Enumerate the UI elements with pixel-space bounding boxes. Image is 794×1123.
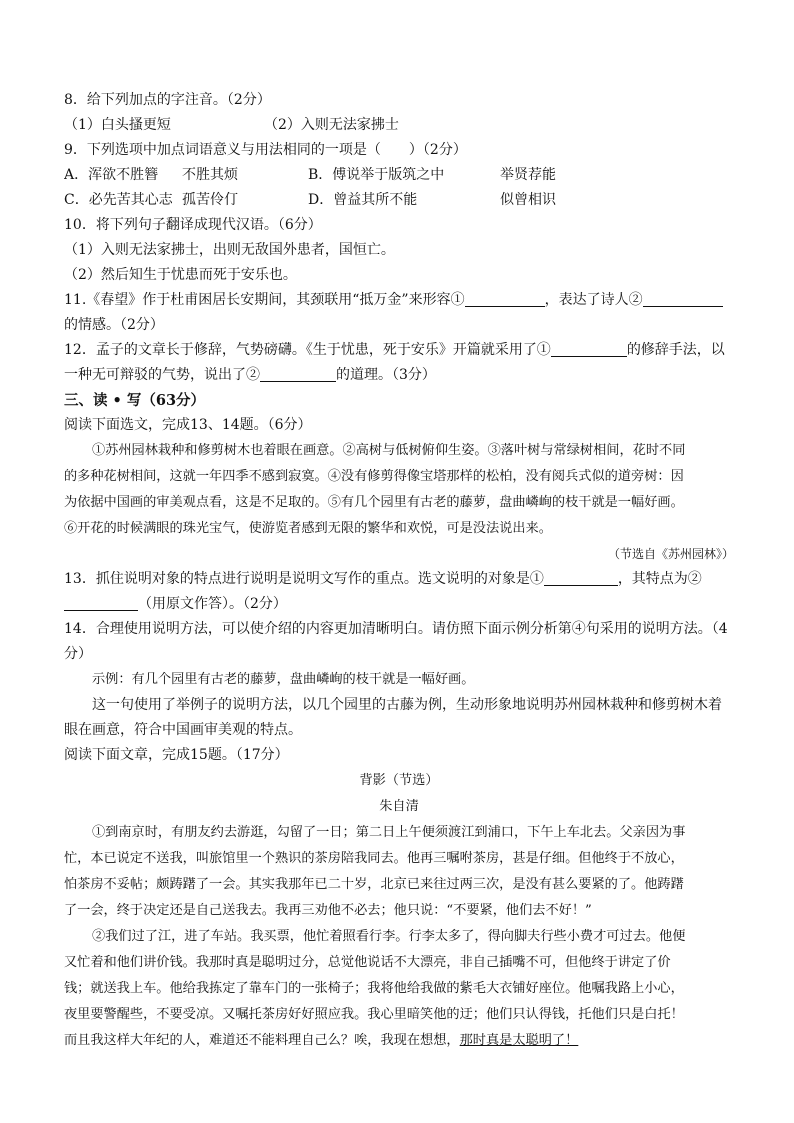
q14-example: 示例：有几个园里有古老的藤萝，盘曲嶙峋的枝干就是一幅好画。 bbox=[92, 672, 475, 687]
answer-blank[interactable] bbox=[260, 365, 336, 382]
q12-line-2 bbox=[64, 363, 734, 388]
answer-blank[interactable] bbox=[465, 290, 545, 307]
q14-analysis-2: 眼在画意，符合中国画审美观的特点。 bbox=[64, 722, 302, 738]
q9-option-b-word: 举贤荐能 bbox=[500, 167, 556, 183]
q9-stem: 9．下列选项中加点词语意义与用法相同的一项是（ ）（2分） bbox=[64, 142, 467, 158]
reading1-source: （节选自《苏州园林》） bbox=[607, 547, 734, 561]
q9-options-ab bbox=[64, 163, 734, 188]
q11-text-2: ，表达了诗人② bbox=[544, 292, 643, 308]
q8-item-1: （1）白头搔更短 bbox=[64, 117, 171, 133]
answer-blank[interactable] bbox=[544, 569, 618, 586]
reading1-line: ①苏州园林栽种和修剪树木也着眼在画意。②高树与低树俯仰生姿。③落叶树与常绿树相间，花时不同 bbox=[92, 443, 686, 458]
q9-option-a: A．浑欲不胜簪 bbox=[64, 167, 159, 183]
q8-items bbox=[64, 113, 734, 138]
q12-text-3: 一种无可辩驳的气势，说出了② bbox=[64, 367, 260, 383]
q9-options-cd bbox=[64, 188, 734, 213]
q13-text-2: ，其特点为② bbox=[617, 571, 702, 587]
reading1-line: 的多种花树相间，这就一年四季不感到寂寞。④没有修剪得像宝塔那样的松柏，没有阅兵式似的道旁树：因 bbox=[64, 469, 684, 484]
q11-text-1: 11.《春望》作于杜甫困居长安期间，其颈联用“抵万金”来形容① bbox=[64, 292, 465, 308]
q12-line-1 bbox=[64, 338, 734, 363]
reading2-line: ①到南京时，有朋友约去游逛，勾留了一日；第二日上午便须渡江到浦口，下午上车北去。父亲因为事 bbox=[92, 825, 686, 840]
exam-page bbox=[64, 88, 734, 1054]
reading2-line: 忙，本已说定不送我，叫旅馆里一个熟识的茶房陪我同去。他再三嘱咐茶房，甚是仔细。但他终于不放心， bbox=[64, 851, 684, 866]
q9-option-d: D．曾益其所不能 bbox=[308, 192, 418, 208]
q9-option-c-word: 孤苦伶仃 bbox=[182, 192, 238, 208]
q13-line-2 bbox=[64, 592, 734, 617]
q8-stem: 8．给下列加点的字注音。（2分） bbox=[64, 92, 271, 108]
q9-option-b: B．傅说举于版筑之中 bbox=[308, 167, 445, 183]
reading2-line: 夜里要警醒些，不要受凉。又嘱托茶房好好照应我。我心里暗笑他的迂；他们只认得钱，托他们只是白托！ bbox=[64, 1007, 684, 1022]
article-author: 朱自清 bbox=[379, 799, 419, 814]
article-title: 背影（节选） bbox=[359, 773, 439, 788]
q9-option-a-word: 不胜其烦 bbox=[182, 167, 238, 183]
q14-analysis-1: 这一句使用了举例子的说明方法，以几个园里的古藤为例，生动形象地说明苏州园林栽种和修剪树木着 bbox=[92, 697, 722, 713]
q11-line bbox=[64, 288, 734, 313]
q13-text-1: 13．抓住说明对象的特点进行说明是说明文写作的重点。选文说明的对象是① bbox=[64, 571, 544, 587]
q10-item-1: （1）入则无法家拂士，出则无敌国外患者，国恒亡。 bbox=[64, 242, 395, 258]
q14-stem-2: 分） bbox=[64, 646, 92, 662]
q11-tail: 的情感。（2分） bbox=[64, 317, 164, 333]
q12-text-4: 的道理。（3分） bbox=[336, 367, 436, 383]
underlined-sentence: 那时真是太聪明了！ bbox=[459, 1033, 579, 1048]
reading2-line: 又忙着和他们讲价钱。我那时真是聪明过分，总觉他说话不大漂亮，非自己插嘴不可，但他终于讲定了价 bbox=[64, 955, 671, 970]
q10-item-2: （2）然后知生于忧患而死于安乐也。 bbox=[64, 267, 297, 283]
answer-blank[interactable] bbox=[551, 340, 627, 357]
reading1-line: ⑥开花的时候满眼的珠光宝气，使游览者感到无限的繁华和欢悦，可是没法说出来。 bbox=[64, 521, 552, 536]
q9-option-d-word: 似曾相识 bbox=[500, 192, 556, 208]
reading2-line: 钱；就送我上车。他给我拣定了靠车门的一张椅子；我将他给我做的紫毛大衣铺好座位。他嘱我路上小心， bbox=[64, 981, 684, 996]
q14-stem-1: 14．合理使用说明方法，可以使介绍的内容更加清晰明白。请仿照下面示例分析第④句采用的说明方法。（4 bbox=[64, 621, 728, 637]
section-heading: 三、读 • 写（63分） bbox=[64, 392, 206, 409]
q8-item-2: （2）入则无法家拂士 bbox=[264, 117, 399, 133]
reading2-last-line bbox=[64, 1028, 734, 1054]
answer-blank[interactable] bbox=[64, 594, 138, 611]
q12-text-2: 的修辞手法，以 bbox=[626, 342, 725, 358]
q13-text-3: （用原文作答）。（2分） bbox=[138, 596, 287, 612]
reading2-line: 了一会，终于决定还是自己送我去。我再三劝他不必去；他只说：“不要紧，他们去不好！” bbox=[64, 903, 592, 918]
reading1-line: 为依据中国画的审美观点看，这是不足取的。⑤有几个园里有古老的藤萝，盘曲嶙峋的枝干就是一幅好画。 bbox=[64, 495, 684, 510]
reading2-intro: 阅读下面文章，完成15题。（17分） bbox=[64, 747, 289, 763]
reading1-intro: 阅读下面选文，完成13、14题。（6分） bbox=[64, 417, 312, 433]
q9-option-c: C．必先苦其心志 bbox=[64, 192, 173, 208]
q13-line-1 bbox=[64, 567, 734, 592]
reading2-last-text: 而且我这样大年纪的人，难道还不能料理自己么？唉，我现在想想， bbox=[64, 1033, 460, 1048]
q12-text-1: 12．孟子的文章长于修辞，气势磅礴。《生于忧患，死于安乐》开篇就采用了① bbox=[64, 342, 551, 358]
reading2-line: ②我们过了江，进了车站。我买票，他忙着照看行李。行李太多了，得向脚夫行些小费才可过去。他便 bbox=[92, 929, 686, 944]
answer-blank[interactable] bbox=[643, 290, 723, 307]
q10-stem: 10．将下列句子翻译成现代汉语。（6分） bbox=[64, 217, 322, 233]
reading2-line: 怕茶房不妥帖；颇踌躇了一会。其实我那年已二十岁，北京已来往过两三次，是没有甚么要紧的了。他踌躇 bbox=[64, 877, 684, 892]
